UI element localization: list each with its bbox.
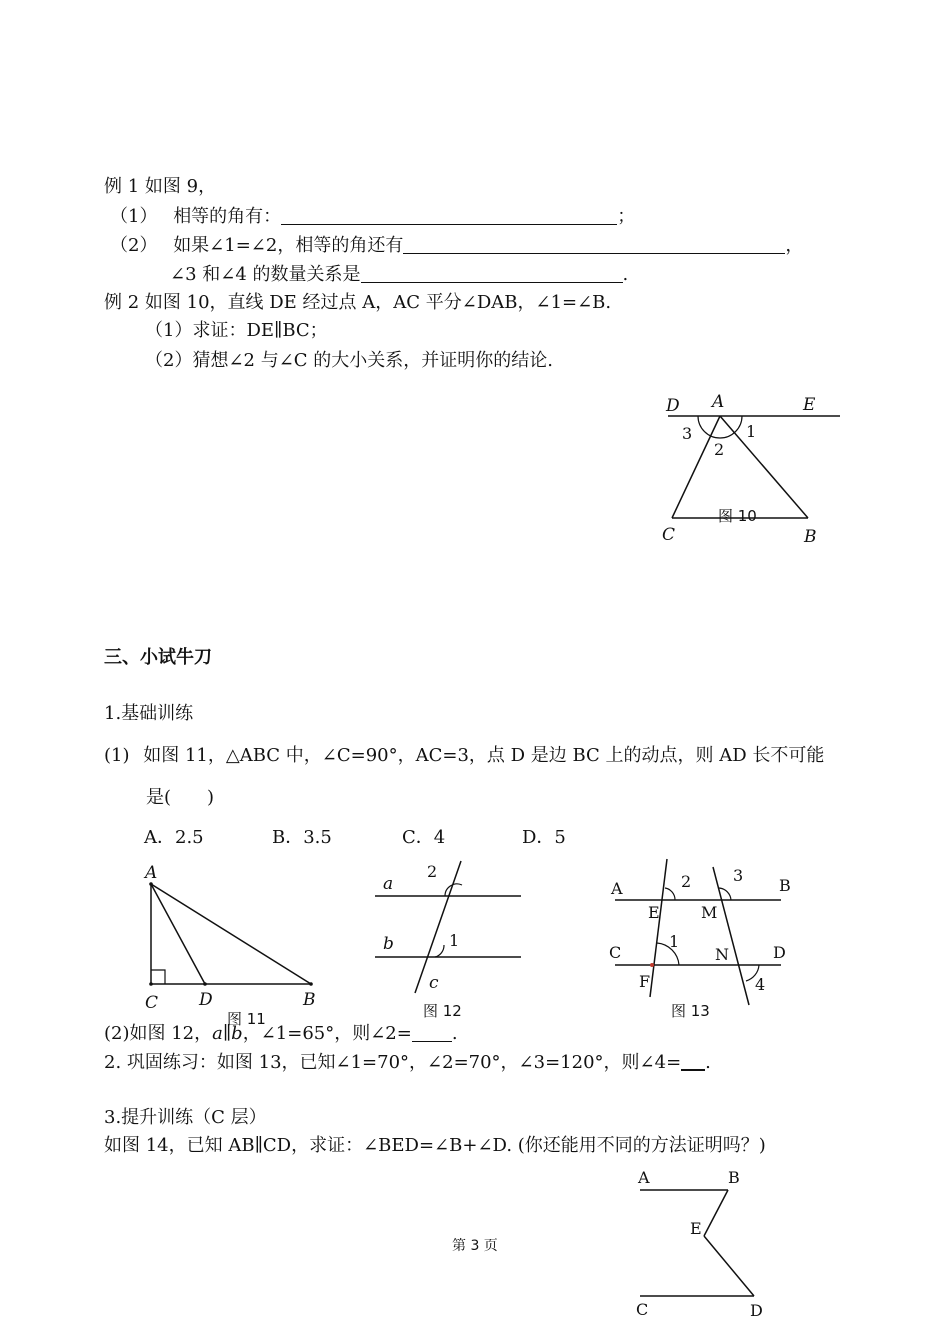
fig12-angle-2: 2 bbox=[427, 862, 438, 881]
item2 bbox=[104, 1051, 711, 1074]
answer-blank bbox=[412, 1023, 452, 1042]
fig14-label-D: D bbox=[750, 1301, 763, 1320]
figure-13 bbox=[605, 855, 805, 1025]
fig10-label-E: E bbox=[803, 395, 816, 415]
fig13-angle-4: 4 bbox=[755, 975, 766, 994]
section3-sub1: 1.基础训练 bbox=[104, 703, 194, 724]
example1-title: 例 1 如图 9， bbox=[104, 176, 217, 197]
q1-text: 相等的角有： bbox=[173, 206, 282, 227]
item2-end: . bbox=[705, 1052, 711, 1073]
q2-end: ， bbox=[785, 235, 804, 256]
item3-title: 3.提升训练（C 层） bbox=[104, 1107, 267, 1128]
option-c: C．4 bbox=[402, 827, 446, 848]
answer-blank bbox=[681, 1051, 705, 1071]
fig13-label-E: E bbox=[648, 903, 660, 922]
fig11-label-C: C bbox=[145, 993, 159, 1013]
q1-label: （1） bbox=[110, 206, 158, 227]
fig13-angle-2: 2 bbox=[681, 872, 692, 891]
fig13-label-F: F bbox=[639, 972, 651, 991]
answer-blank bbox=[281, 206, 617, 225]
fig14-label-A: A bbox=[638, 1168, 650, 1187]
fig10-angle-3: 3 bbox=[682, 424, 693, 443]
example2-title: 例 2 如图 10，直线 DE 经过点 A，AC 平分∠DAB，∠1=∠B. bbox=[104, 292, 612, 313]
answer-blank bbox=[403, 235, 785, 254]
fig12-label-c: c bbox=[429, 973, 439, 993]
fig10-caption: 图 10 bbox=[718, 507, 757, 525]
fig10-label-D: D bbox=[666, 396, 680, 416]
example1-q2b bbox=[170, 264, 628, 286]
answer-blank bbox=[361, 264, 623, 283]
example1-q2 bbox=[110, 235, 803, 257]
problem2-text: ，∠1=65°，则∠2= bbox=[242, 1023, 412, 1044]
figure-10 bbox=[650, 388, 850, 553]
figure-14 bbox=[630, 1166, 780, 1326]
problem2-prefix: (2)如图 12， bbox=[104, 1023, 213, 1044]
fig12-angle-1: 1 bbox=[449, 931, 460, 950]
fig13-label-B: B bbox=[779, 876, 791, 895]
problem2 bbox=[104, 1023, 458, 1045]
fig14-label-E: E bbox=[690, 1219, 702, 1238]
figure-12 bbox=[365, 855, 535, 1025]
fig10-label-B: B bbox=[804, 527, 817, 547]
q2b-text: ∠3 和∠4 的数量关系是 bbox=[170, 264, 361, 285]
item3-text: 如图 14，已知 AB∥CD，求证：∠BED=∠B+∠D. (你还能用不同的方法证明吗？) bbox=[104, 1135, 766, 1156]
problem1-line1 bbox=[104, 745, 824, 767]
option-d: D．5 bbox=[522, 827, 566, 848]
q2-text: 如果∠1=∠2，相等的角还有 bbox=[173, 235, 404, 256]
problem1-text: 如图 11，△ABC 中，∠C=90°，AC=3，点 D 是边 BC 上的动点，则 AD 长不可能 bbox=[143, 745, 825, 766]
option-b: B．3.5 bbox=[272, 827, 332, 848]
fig11-label-A: A bbox=[145, 863, 158, 883]
fig14-label-B: B bbox=[728, 1168, 740, 1187]
page-footer: 第 3 页 bbox=[452, 1238, 498, 1254]
item2-text: 2. 巩固练习：如图 13，已知∠1=70°，∠2=70°，∠3=120°，则∠4= bbox=[104, 1052, 682, 1073]
fig13-label-C: C bbox=[609, 943, 622, 962]
fig13-caption: 图 13 bbox=[671, 1002, 710, 1020]
fig12-label-b: b bbox=[383, 934, 394, 954]
fig13-label-D: D bbox=[773, 943, 786, 962]
option-a: A．2.5 bbox=[144, 827, 204, 848]
fig14-label-C: C bbox=[636, 1300, 649, 1319]
fig13-label-M: M bbox=[701, 903, 718, 922]
example1-q1 bbox=[110, 206, 635, 228]
q2b-end: . bbox=[622, 264, 629, 285]
problem2-end: . bbox=[451, 1023, 458, 1044]
fig13-angle-1: 1 bbox=[669, 932, 680, 951]
fig12-label-a: a bbox=[383, 874, 394, 894]
fig13-angle-3: 3 bbox=[733, 866, 744, 885]
fig10-angle-2: 2 bbox=[714, 440, 725, 459]
problem2-math: a∥b bbox=[212, 1023, 243, 1044]
figure-11 bbox=[135, 858, 335, 1033]
problem1-line2: 是( ) bbox=[146, 787, 215, 808]
problem1-label: (1) bbox=[104, 745, 130, 766]
fig13-label-N: N bbox=[715, 945, 729, 964]
fig10-label-C: C bbox=[662, 525, 676, 545]
fig11-caption: 图 11 bbox=[227, 1010, 266, 1028]
fig13-label-A: A bbox=[611, 879, 623, 898]
q2-label: （2） bbox=[110, 235, 158, 256]
q1-end: ； bbox=[617, 206, 636, 227]
section3-heading: 三、小试牛刀 bbox=[104, 647, 212, 668]
fig12-caption: 图 12 bbox=[423, 1002, 462, 1020]
example2-q2: （2）猜想∠2 与∠C 的大小关系，并证明你的结论. bbox=[145, 350, 554, 371]
fig11-label-B: B bbox=[303, 990, 316, 1010]
example2-q1: （1）求证：DE∥BC； bbox=[145, 320, 328, 341]
fig10-label-A: A bbox=[712, 392, 725, 412]
fig10-angle-1: 1 bbox=[746, 422, 757, 441]
fig11-label-D: D bbox=[199, 990, 213, 1010]
